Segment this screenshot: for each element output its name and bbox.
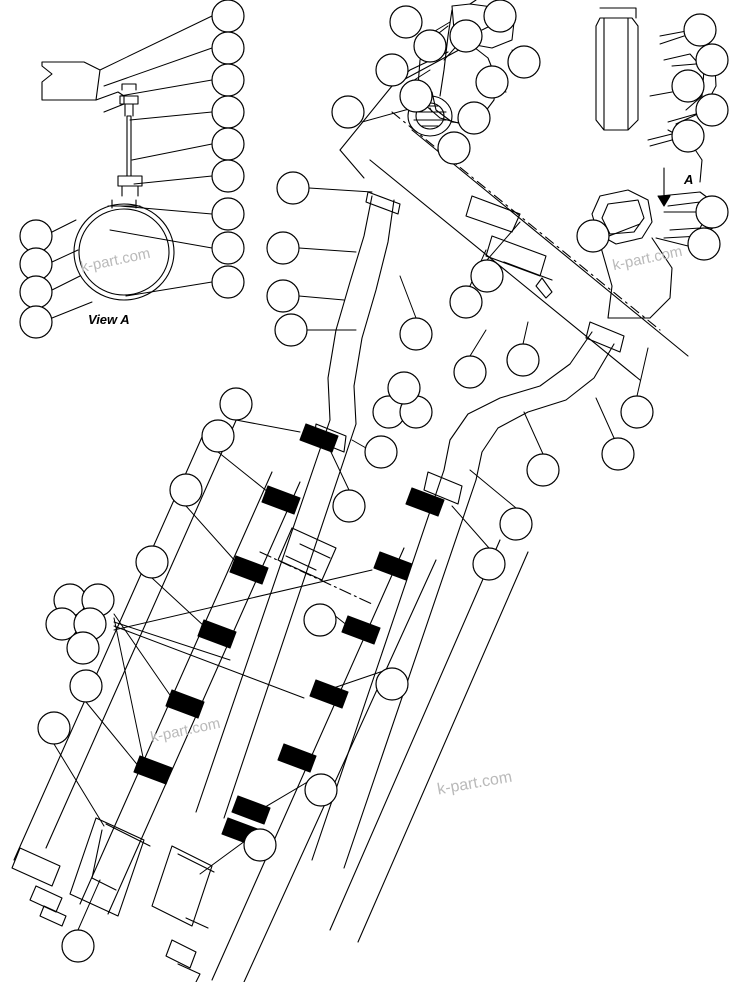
view-a-label: View A xyxy=(88,312,130,327)
callout-balloon[interactable] xyxy=(414,30,446,62)
callout-balloon[interactable] xyxy=(277,172,309,204)
watermark-text: k-part.com xyxy=(436,768,514,799)
callout-balloon[interactable] xyxy=(696,44,728,76)
callout-balloon[interactable] xyxy=(388,372,420,404)
callout-balloon[interactable] xyxy=(688,228,720,260)
callout-balloon[interactable] xyxy=(62,930,94,962)
watermark-text: k-part.com xyxy=(611,242,684,275)
view-a-detail xyxy=(42,62,174,300)
callout-balloon[interactable] xyxy=(696,94,728,126)
watermark-text: k-part.com xyxy=(149,714,222,747)
callout-balloon[interactable] xyxy=(696,196,728,228)
callout-balloon[interactable] xyxy=(304,604,336,636)
callout-balloon[interactable] xyxy=(212,0,244,32)
callout-balloon[interactable] xyxy=(400,318,432,350)
callout-balloon[interactable] xyxy=(305,774,337,806)
callout-balloon[interactable] xyxy=(212,160,244,192)
watermark-text: k-part.com xyxy=(79,244,152,277)
callout-balloon[interactable] xyxy=(70,670,102,702)
callout-balloon[interactable] xyxy=(471,260,503,292)
callout-balloon[interactable] xyxy=(212,266,244,298)
callout-balloon[interactable] xyxy=(672,70,704,102)
callout-balloon[interactable] xyxy=(267,232,299,264)
callout-leader-lines xyxy=(52,16,696,930)
callout-balloon[interactable] xyxy=(20,248,52,280)
callout-balloon[interactable] xyxy=(454,356,486,388)
callout-balloon[interactable] xyxy=(484,0,516,32)
callout-balloon[interactable] xyxy=(390,6,422,38)
callout-balloon[interactable] xyxy=(458,102,490,134)
callout-balloon[interactable] xyxy=(507,344,539,376)
callout-balloon[interactable] xyxy=(684,14,716,46)
callout-balloon[interactable] xyxy=(170,474,202,506)
callout-balloon[interactable] xyxy=(212,232,244,264)
callout-balloon[interactable] xyxy=(508,46,540,78)
callout-balloon[interactable] xyxy=(376,668,408,700)
callout-balloon[interactable] xyxy=(473,548,505,580)
exhaust-pipe-assembly xyxy=(196,192,624,868)
callout-balloon[interactable] xyxy=(212,198,244,230)
callout-balloon[interactable] xyxy=(333,490,365,522)
callout-balloon[interactable] xyxy=(376,54,408,86)
callout-balloon[interactable] xyxy=(450,286,482,318)
callout-balloon[interactable] xyxy=(244,829,276,861)
callout-balloon[interactable] xyxy=(500,508,532,540)
callout-balloon[interactable] xyxy=(202,420,234,452)
callout-balloon[interactable] xyxy=(400,80,432,112)
callout-balloon[interactable] xyxy=(476,66,508,98)
callout-balloon[interactable] xyxy=(67,632,99,664)
callout-balloons xyxy=(20,0,728,962)
callout-balloon[interactable] xyxy=(450,20,482,52)
callout-balloon[interactable] xyxy=(212,32,244,64)
callout-balloon[interactable] xyxy=(577,220,609,252)
callout-balloon[interactable] xyxy=(220,388,252,420)
callout-balloon[interactable] xyxy=(527,454,559,486)
callout-balloon[interactable] xyxy=(38,712,70,744)
callout-balloon[interactable] xyxy=(602,438,634,470)
section-letter-a: A xyxy=(684,172,694,187)
callout-balloon[interactable] xyxy=(212,64,244,96)
callout-balloon[interactable] xyxy=(275,314,307,346)
callout-balloon[interactable] xyxy=(136,546,168,578)
callout-balloon[interactable] xyxy=(621,396,653,428)
callout-balloon[interactable] xyxy=(438,132,470,164)
callout-balloon[interactable] xyxy=(365,436,397,468)
callout-balloon[interactable] xyxy=(20,306,52,338)
callout-balloon[interactable] xyxy=(212,128,244,160)
callout-balloon[interactable] xyxy=(212,96,244,128)
callout-balloon[interactable] xyxy=(332,96,364,128)
callout-balloon[interactable] xyxy=(20,220,52,252)
callout-balloon[interactable] xyxy=(672,120,704,152)
callout-balloon[interactable] xyxy=(267,280,299,312)
callout-balloon[interactable] xyxy=(20,276,52,308)
